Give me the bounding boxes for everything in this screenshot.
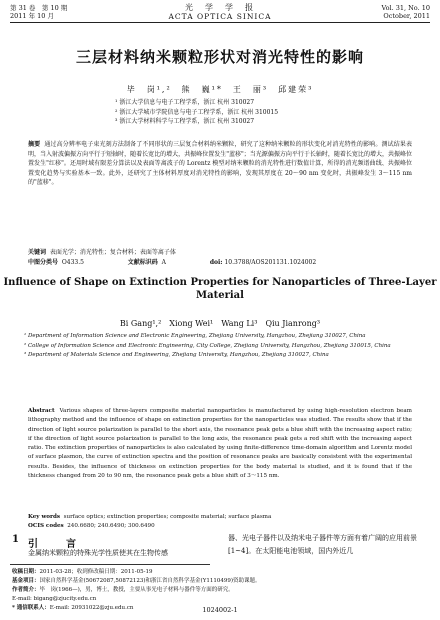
footnote-email: [12, 595, 430, 604]
keywords-en: [28, 513, 412, 522]
page-number: 1024002-1: [202, 606, 238, 614]
journal-cn: 光 学 学 报: [185, 3, 255, 12]
running-header: [10, 2, 430, 24]
keywords-cn-label: 关键词: [28, 249, 47, 256]
abstract-cn: [28, 140, 412, 188]
authors-en: Bi Gang¹,² Xiong Wei¹ Wang Li³ Qiu Jianrong³: [119, 319, 321, 328]
ocis-text: 240.6680; 240.6490; 300.6490: [67, 523, 155, 529]
date-en: October, 2011: [383, 12, 430, 20]
section-number: 1: [12, 534, 19, 545]
volume-en: Vol. 31, No. 10: [381, 4, 430, 12]
affiliations-cn: [115, 98, 278, 127]
clc-value: O433.5: [61, 259, 84, 266]
keywords-cn: [28, 248, 412, 257]
section-title: 引言: [28, 539, 104, 550]
intro-left-column: 金属纳米颗粒的特殊光学性质使其在生物传感: [28, 549, 168, 557]
header-right: [381, 4, 430, 20]
footnote-label: 作者简介：: [12, 587, 40, 593]
abstract-en: [28, 407, 412, 481]
abstract-en-text: Various shapes of three-layers composite material nanoparticles is manufactured by using high-resolution electron beam lithography method and the influence of shape on extinction properties for the nanoparticles was studied. The results show that if the direction of light source polarization is parallel to the short axis, the resonance peak gets a blue shift with the increasing aspect ratio; if the direction of light source polarization is parallel to the long axis, the resonance peak gets a red shift with the increasing aspect ratio. The extinction properties of nanoparticles is also calculated by using finite-difference time-domain algorithm and Lorentz model of surface plasmon, the curve of extinction spectra and the position of resonance peaks are basically consistent with the experimental results. Besides, the influence of thickness on extinction properties for the body material is studied, and it is found that if the thickness changed from 20 to 90 nm, the resonance peak gets a blue shift of 3～115 nm.: [28, 408, 412, 480]
footnote-text: E-mail: bigang@zjucity.edu.cn: [12, 596, 97, 602]
ocis-codes: [28, 522, 412, 531]
footnote-rule: [10, 564, 210, 565]
abstract-cn-label: 摘要: [28, 141, 41, 148]
title-en: Influence of Shape on Extinction Properties for Nanoparticles of Three-Layer Material: [3, 277, 437, 301]
header-rule: [10, 22, 430, 23]
ocis-label: OCIS codes: [28, 523, 64, 529]
doi-value: 10.3788/AOS201131.1024002: [224, 259, 317, 266]
authors-cn: 毕 岗¹,² 熊 巍¹* 王 丽³ 邱建荣³: [126, 85, 314, 94]
affiliation-cn-1: ¹ 浙江大学信息与电子工程学系，浙江 杭州 310027: [115, 99, 255, 106]
footnote-label: 基金项目：: [12, 578, 40, 584]
footnote-label: * 通信联系人：: [12, 605, 50, 611]
keywords-cn-text: 表面光学；消光特性；复合材料；表面等离子体: [49, 249, 176, 256]
affiliations-en: [24, 332, 430, 361]
classification-cn: [28, 258, 412, 267]
footnote-author-bio: [12, 586, 430, 595]
footnote-text: 国家自然科学基金(50672087,50872123)和浙江省自然科学基金(Y1110499)资助课题。: [39, 578, 261, 584]
journal-en: ACTA OPTICA SINICA: [168, 12, 272, 21]
footnote-text: 2011-03-28；收到修改稿日期：2011-05-19: [39, 569, 153, 575]
footnote-text: E-mail: 20931022@zju.edu.cn: [49, 605, 134, 611]
title-cn: 三层材料纳米颗粒形状对消光特性的影响: [75, 48, 364, 66]
date-cn: 2011 年 10 月: [10, 12, 55, 20]
header-center: [10, 3, 430, 21]
affiliation-cn-3: ³ 浙江大学材料科学与工程学系，浙江 杭州 310027: [115, 118, 255, 125]
footnote-label: 收稿日期：: [12, 569, 40, 575]
doc-code-label: 文献标识码: [127, 259, 158, 266]
clc-label: 中图分类号: [28, 259, 59, 266]
keywords-en-label: Key words: [28, 514, 61, 520]
affiliation-en-1: ¹ Department of Information Science and Electronic Engineering, Zhejiang University, Hangzhou, Zhejiang 310027, China: [24, 333, 366, 339]
affiliation-cn-2: ² 浙江大学城市学院信息与电子工程学系，浙江 杭州 310015: [115, 108, 279, 116]
keywords-en-text: surface optics; extinction properties; composite material; surface plasma: [63, 514, 272, 520]
abstract-cn-text: 通过高分辨率电子束光刻方法制备了不同形状的三层复合材料纳米颗粒，研究了这种纳米颗粒的形状变化对消光特性的影响。测试结果表明，当入射波偏振方向平行于短轴时，随着长宽比的增大，共振峰位置发生"蓝移"；当光源偏振方向平行于长轴时，随着长宽比的增大，共振峰位置发生"红移"。还用时域有限差分算法以及表面等离波子的 Lorentz 模型对纳米颗粒的消光特性进行数值计算，所得的消光频谱曲线、共振峰位置变化趋势与实验基本一致。此外，还研究了主体材料厚度对消光特性的影响，发现其厚度在 20～90 nm 变化时，共振峰发生 3～115 nm 的"蓝移"。: [28, 141, 412, 187]
footnote-funding: [12, 577, 430, 586]
abstract-en-label: Abstract: [28, 408, 55, 414]
footnote-received: [12, 568, 430, 577]
footnote-text: 毕 岗(1966—)，男，博士，教授，主要从事光电子材料与器件等方面的研究。: [39, 587, 234, 593]
volume-cn: 第 31 卷 第 10 期: [10, 4, 68, 12]
doi-label: doi:: [209, 259, 223, 266]
affiliation-en-3: ³ Department of Materials Science and Engineering, Zhejiang University, Hangzhou, Zhejiang 310027, China: [24, 352, 329, 358]
doc-code-value: A: [161, 259, 166, 266]
affiliation-en-2: ² College of Information Science and Electronic Engineering, City College, Zhejiang University, Hangzhou, Zhejiang 310015, China: [24, 342, 391, 349]
intro-right-column: 器、光电子器件以及纳米电子器件等方面有着广阔的应用前景[1~4]。在太阳能电池领域，国内外近几: [228, 534, 417, 555]
